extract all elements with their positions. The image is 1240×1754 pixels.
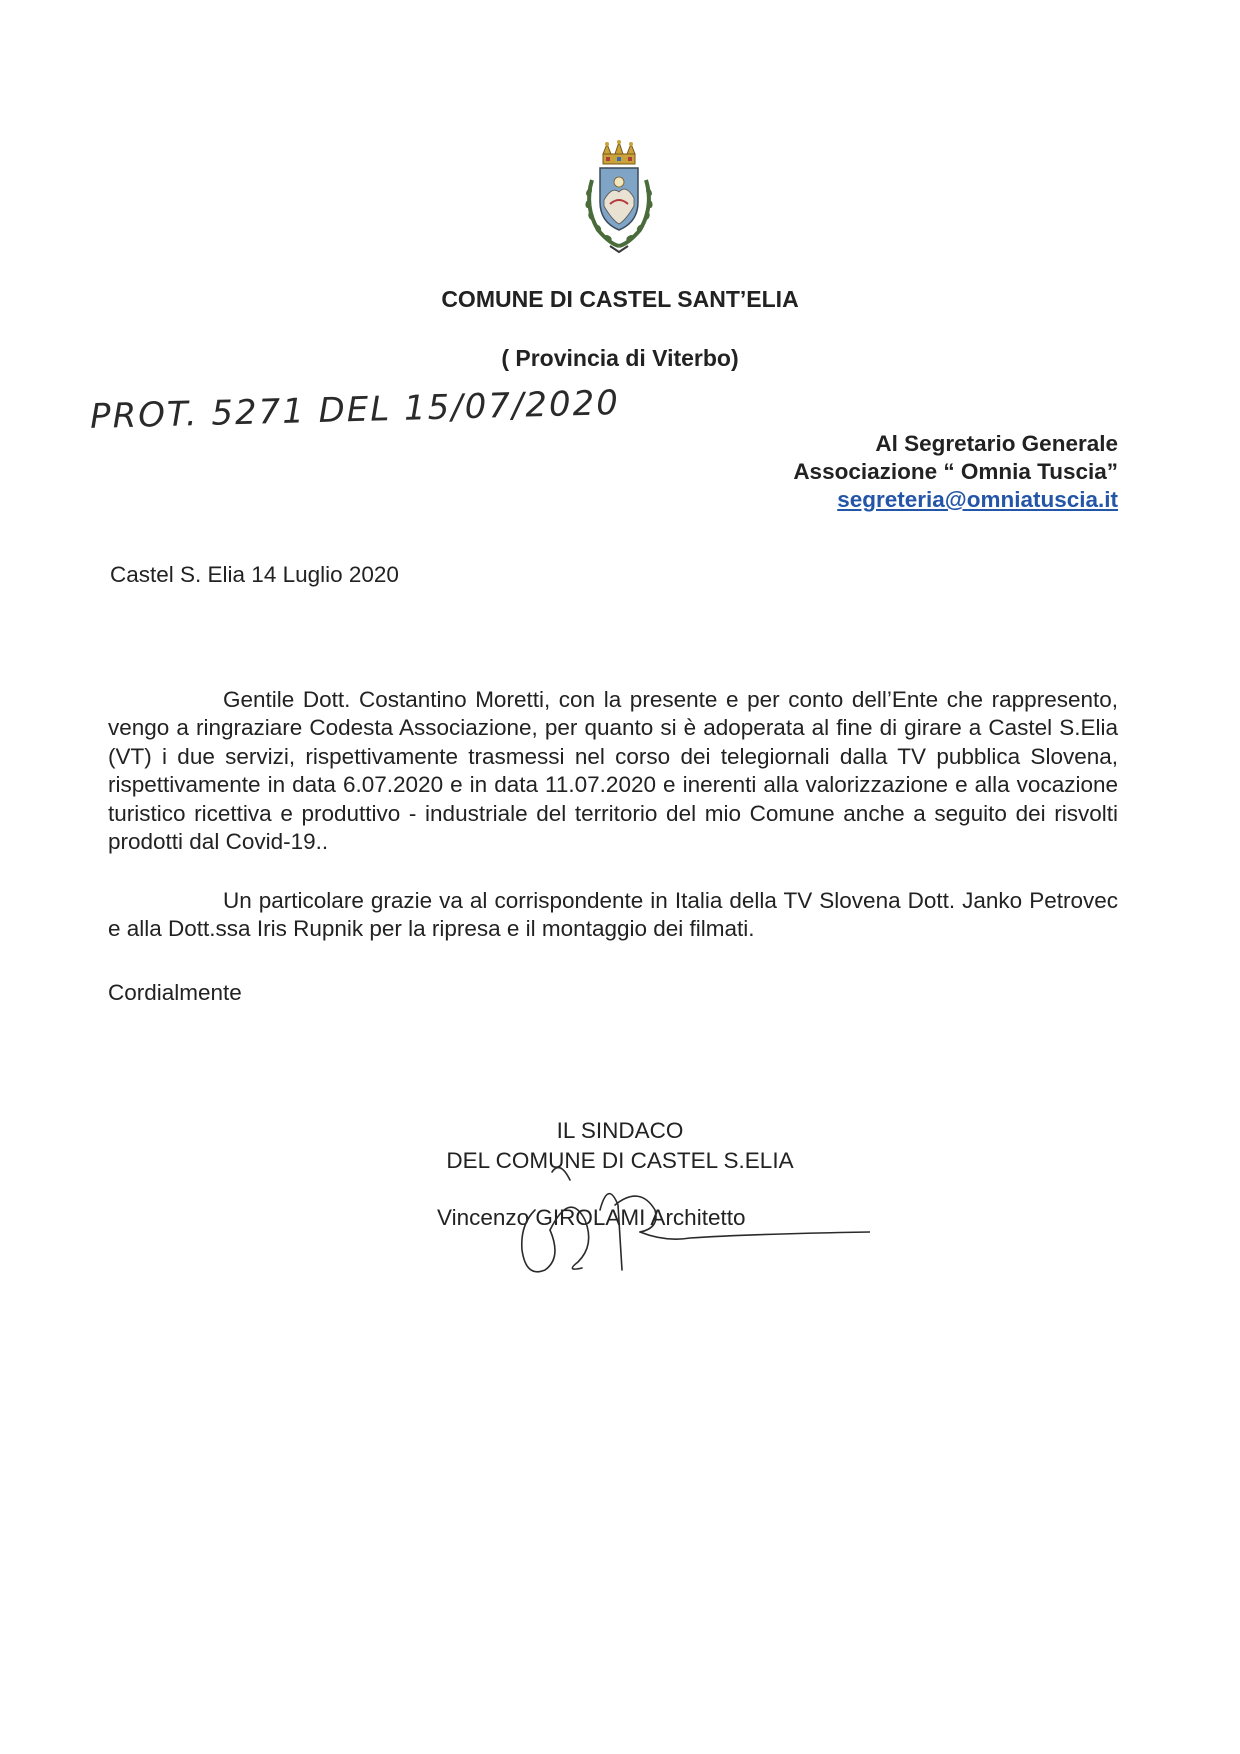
signatory-title-line-2: DEL COMUNE DI CASTEL S.ELIA [446, 1148, 794, 1173]
signatory-title [0, 1118, 1240, 1144]
signatory-title-line-1: IL SINDACO [556, 1118, 684, 1143]
province-subtitle [0, 345, 1240, 372]
handwritten-signature-icon [490, 1150, 870, 1290]
municipal-coat-of-arms-icon [570, 140, 668, 258]
municipality-title [0, 286, 1240, 313]
paragraph-text: Un particolare grazie va al corrispondente in Italia della TV Slovena Dott. Janko Petrovec e alla Dott.ssa Iris Rupnik per la ripresa e il montaggio dei filmati. [108, 887, 1118, 941]
closing-salutation: Cordialmente [108, 980, 242, 1005]
recipient-block [793, 430, 1118, 514]
body-paragraph-2 [108, 864, 1118, 966]
recipient-line-2: Associazione “ Omnia Tuscia” [793, 459, 1118, 484]
handwritten-protocol-number: PROT. 5271 DEL 15/07/2020 [89, 383, 621, 437]
date-line: Castel S. Elia 14 Luglio 2020 [110, 562, 399, 587]
recipient-email-link[interactable]: segreteria@omniatuscia.it [837, 487, 1118, 512]
recipient-line-1: Al Segretario Generale [875, 431, 1118, 456]
paragraph-text: Gentile Dott. Costantino Moretti, con la presente e per conto dell’Ente che rappresento, vengo a ringraziare Codesta Associazione, per quanto si è adoperata al fine di girare a Castel S.Elia (VT) i due servizi, rispettivamente trasmessi nel corso dei telegiornali dalla TV pubblica Slovena, rispettivamente in data 6.07.2020 e in data 11.07.2020 e inerenti alla valorizzazione e alla vocazione turistico ricettiva e produttivo - industriale del territorio del mio Comune anche a seguito dei risvolti prodotti dal Covid-19.. [108, 686, 1118, 854]
province-name: ( Provincia di Viterbo) [501, 345, 739, 371]
signatory-name: Vincenzo GIROLAMI Architetto [437, 1205, 746, 1230]
municipality-name: COMUNE DI CASTEL SANT’ELIA [441, 286, 799, 312]
body-paragraph-1 [108, 663, 1118, 879]
